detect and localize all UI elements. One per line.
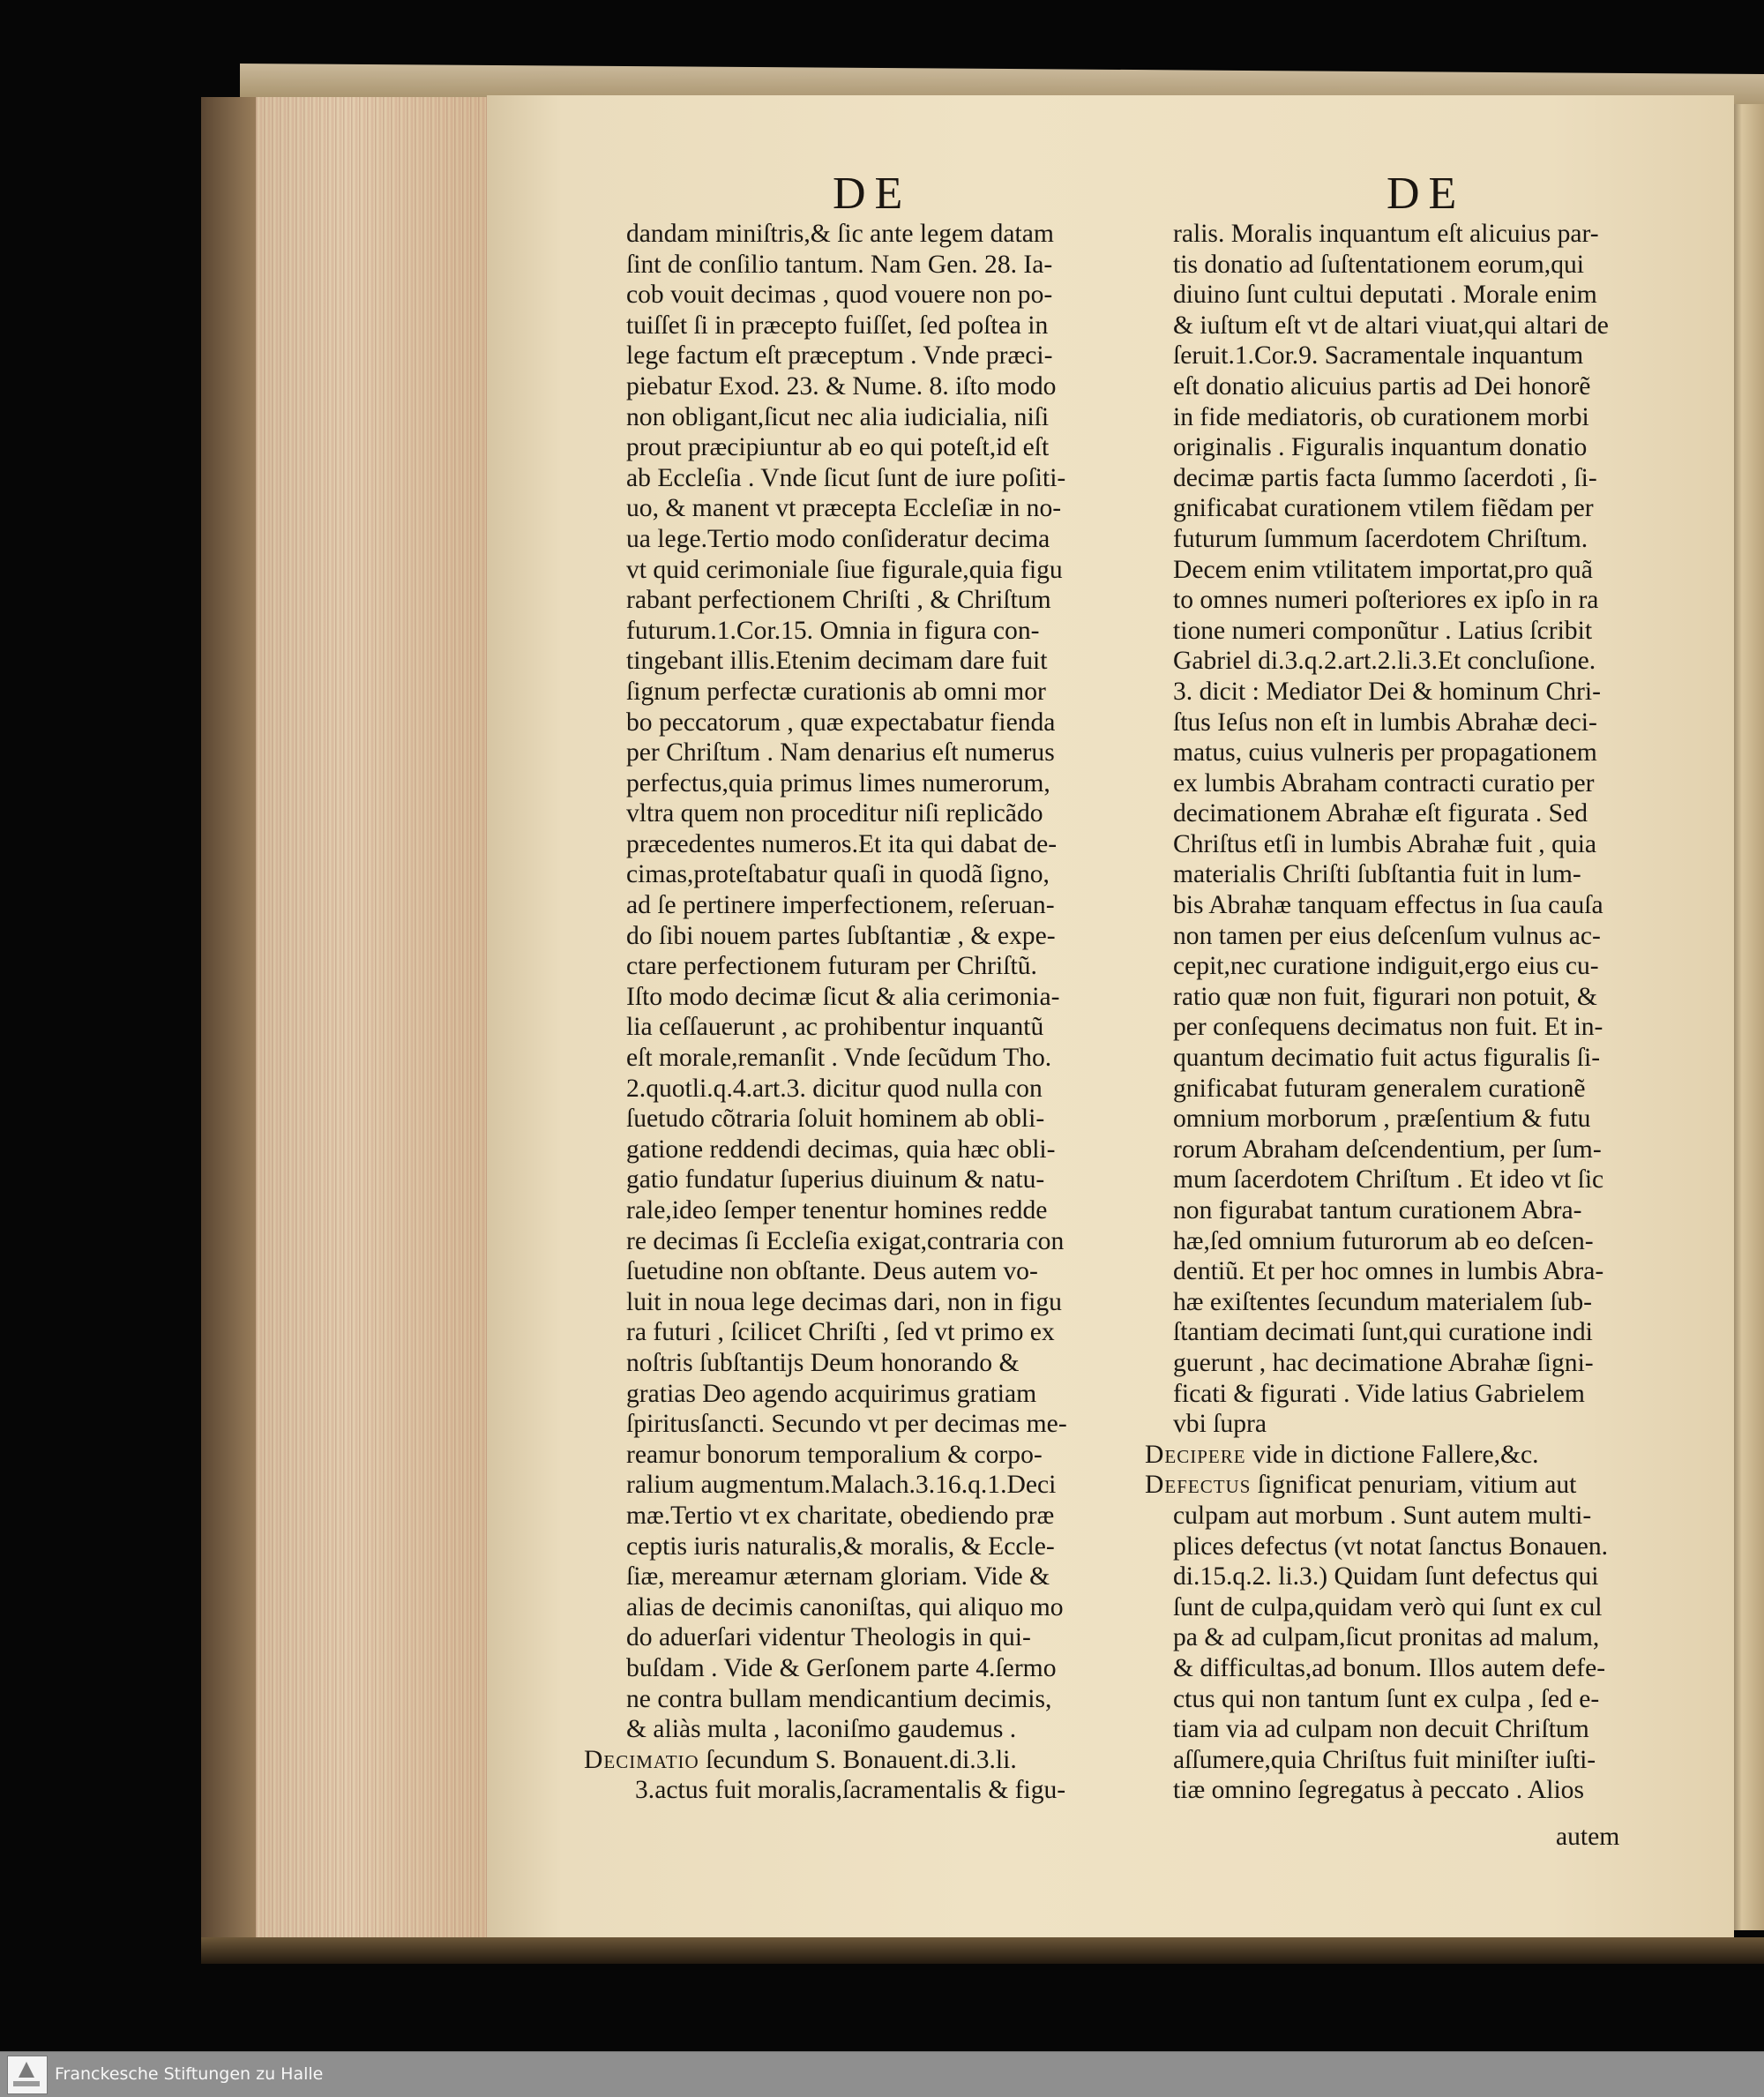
- text-line: reamur bonorum temporalium & corpo-: [626, 1440, 1043, 1469]
- text-line: omnium morborum , præſentium & futu: [1173, 1105, 1591, 1134]
- text-line: re decimas ſi Eccleſia exigat,contraria con: [626, 1226, 1065, 1255]
- text-line: prout præcipiuntur ab eo qui poteſt,id eſt: [626, 433, 1050, 462]
- text-line: futurum.1.Cor.15. Omnia in figura con-: [626, 616, 1040, 645]
- text-line: gratias Deo agendo acquirimus gratiam: [626, 1379, 1037, 1408]
- text-line: ad ſe pertinere imperfectionem, reſeruan-: [626, 891, 1055, 920]
- entry-text: ſecundum S. Bonauent.di.3.li.: [699, 1745, 1017, 1774]
- text-line: ra futuri , ſcilicet Chriſti , ſed vt primo ex: [626, 1318, 1055, 1347]
- text-line: ratio quæ non fuit, figurari non potuit, &: [1173, 982, 1597, 1011]
- text-line: vt quid cerimoniale ſiue figurale,quia figu: [626, 555, 1063, 584]
- text-line: ralium augmentum.Malach.3.16.q.1.Deci: [626, 1471, 1057, 1500]
- text-line: bo peccatorum , quæ expectabatur fienda: [626, 708, 1056, 737]
- text-line: guerunt , hac decimatione Abrahæ ſigni-: [1173, 1348, 1594, 1377]
- text-line: lege factum eſt præceptum . Vnde præci-: [626, 341, 1053, 371]
- text-line: ſpiritusſancti. Secundo vt per decimas me-: [626, 1410, 1067, 1439]
- text-line: ceptis iuris naturalis,& moralis, & Eccle-: [626, 1532, 1055, 1561]
- text-line: decimationem Abrahæ eſt figurata . Sed: [1173, 799, 1588, 828]
- text-line: tione numeri componũtur . Latius ſcribit: [1173, 616, 1593, 645]
- text-line: ſiæ, mereamur æternam gloriam. Vide &: [626, 1562, 1050, 1591]
- text-line: luit in noua lege decimas dari, non in figu: [626, 1287, 1062, 1316]
- text-line: perfectus,quia primus limes numerorum,: [626, 768, 1050, 798]
- text-line: Gabriel di.3.q.2.art.2.li.3.Et concluſione.: [1173, 647, 1596, 676]
- text-line: quantum decimatio fuit actus figuralis ſi-: [1173, 1044, 1601, 1073]
- text-line: 2.quotli.q.4.art.3. dicitur quod nulla con: [626, 1074, 1043, 1103]
- text-line: rale,ideo ſemper tenentur homines redde: [626, 1196, 1048, 1224]
- text-line: 3.actus fuit moralis,ſacramentalis & figu-: [635, 1776, 1066, 1805]
- footer-bar: [0, 2051, 1764, 2097]
- text-line: in fide mediatoris, ob curationem morbi: [1173, 402, 1589, 431]
- text-line: hæ,ſed omnium futurorum ab eo deſcen-: [1173, 1226, 1594, 1255]
- text-line: dentiũ. Et per hoc omnes in lumbis Abra-: [1173, 1257, 1604, 1286]
- text-line: culpam aut morbum . Sunt autem multi-: [1173, 1501, 1592, 1530]
- text-line: do aduerſari videntur Theologis in qui-: [626, 1623, 1031, 1652]
- text-line: non figurabat tantum curationem Abra-: [1173, 1196, 1582, 1224]
- text-line: vltra quem non proceditur niſi replicãdo: [626, 799, 1043, 828]
- text-line: Chriſtus etſi in lumbis Abrahæ fuit , quia: [1173, 829, 1597, 858]
- text-line: di.15.q.2. li.3.) Quidam ſunt defectus qui: [1173, 1562, 1599, 1591]
- text-line: buſdam . Vide & Gerſonem parte 4.ſermo: [626, 1653, 1057, 1682]
- entry-line: [584, 1745, 1067, 1776]
- entry-line: [1145, 1470, 1609, 1501]
- entry-headword: Decimatio: [584, 1745, 699, 1774]
- running-head-right: DE: [1387, 169, 1466, 219]
- text-line: Iſto modo decimæ ſicut & alia cerimonia-: [626, 982, 1060, 1011]
- text-line: rorum Abraham deſcendentium, per ſum-: [1173, 1135, 1602, 1164]
- text-line: hæ exiſtentes ſecundum materialem ſub-: [1173, 1287, 1593, 1316]
- book-bottom-edge: [201, 1937, 1764, 1964]
- text-line: tingebant illis.Etenim decimam dare fuit: [626, 647, 1048, 676]
- text-line: ſtantiam decimati ſunt,qui curatione indi: [1173, 1318, 1593, 1347]
- text-line: aſſumere,quia Chriſtus fuit miniſter iuſti-: [1173, 1745, 1596, 1774]
- text-line: ſtus Ieſus non eſt in lumbis Abrahæ deci-: [1173, 708, 1597, 737]
- text-line: ſeruit.1.Cor.9. Sacramentale inquantum: [1173, 341, 1584, 371]
- text-line: gatione reddendi decimas, quia hæc obli-: [626, 1135, 1056, 1164]
- text-line: diuino ſunt cultui deputati . Morale enim: [1173, 281, 1597, 310]
- text-line: do ſibi nouem partes ſubſtantiæ , & expe-: [626, 921, 1056, 950]
- text-line: ſuetudine non obſtante. Deus autem vo-: [626, 1257, 1038, 1286]
- text-line: ſuetudo cõtraria ſoluit hominem ab obli-: [626, 1105, 1045, 1134]
- text-line: bis Abrahæ tanquam effectus in ſua cauſa: [1173, 891, 1603, 920]
- text-line: cob vouit decimas , quod vouere non po-: [626, 281, 1053, 310]
- text-line: plices defectus (vt notat ſanctus Bonauen.: [1173, 1532, 1609, 1561]
- entry-line: [1145, 1440, 1609, 1471]
- text-line: originalis . Figuralis inquantum donatio: [1173, 433, 1588, 462]
- entry-headword: Defectus: [1145, 1471, 1252, 1500]
- text-line: noſtris ſubſtantijs Deum honorando &: [626, 1348, 1020, 1377]
- text-line: materialis Chriſti ſubſtantia fuit in lum-: [1173, 860, 1581, 889]
- text-line: uo, & manent vt præcepta Eccleſiæ in no-: [626, 494, 1062, 523]
- text-line: vbi ſupra: [1173, 1410, 1267, 1439]
- text-line: gatio fundatur ſuperius diuinum & natu-: [626, 1165, 1045, 1195]
- text-line: dandam miniſtris,& ſic ante legem datam: [626, 220, 1054, 248]
- text-line: lia ceſſauerunt , ac prohibentur inquantũ: [626, 1013, 1044, 1042]
- text-line: cepit,nec curatione indiguit,ergo eius cu-: [1173, 952, 1599, 981]
- text-line: mum ſacerdotem Chriſtum . Et ideo vt ſic: [1173, 1165, 1604, 1195]
- text-line: tiam via ad culpam non decuit Chriſtum: [1173, 1715, 1589, 1744]
- text-line: & difficultas,ad bonum. Illos autem defe-: [1173, 1653, 1606, 1682]
- text-line: ne contra bullam mendicantium decimis,: [626, 1684, 1052, 1713]
- text-line: futurum ſummum ſacerdotem Chriſtum.: [1173, 524, 1588, 553]
- text-line: ſignum perfectæ curationis ab omni mor: [626, 677, 1046, 706]
- text-line: to omnes numeri poſteriores ex ipſo in ra: [1173, 586, 1599, 615]
- text-line: ctare perfectionem futuram per Chriſtũ.: [626, 952, 1037, 981]
- text-line: per Chriſtum . Nam denarius eſt numerus: [626, 738, 1055, 768]
- text-line: decimæ partis facta ſummo ſacerdoti , ſi-: [1173, 463, 1597, 492]
- text-line: per conſequens decimatus non fuit. Et in-: [1173, 1013, 1603, 1042]
- text-line: gnificabat futuram generalem curationẽ: [1173, 1074, 1586, 1103]
- text-line: non obligant,ſicut nec alia iudicialia, niſi: [626, 402, 1050, 431]
- text-column-left: [584, 219, 1067, 1806]
- entry-text: ſignificat penuriam, vitium aut: [1251, 1471, 1577, 1500]
- text-line: ab Eccleſia . Vnde ſicut ſunt de iure poſiti-: [626, 463, 1066, 492]
- text-line: & iuſtum eſt vt de altari viuat,qui altari de: [1173, 311, 1609, 340]
- text-line: non tamen per eius deſcenſum vulnus ac-: [1173, 921, 1601, 950]
- text-line: ex lumbis Abraham contracti curatio per: [1173, 768, 1595, 798]
- text-column-right: [1145, 219, 1609, 1806]
- catchword: autem: [1556, 1823, 1620, 1851]
- page-edges: [256, 97, 489, 1941]
- text-line: pa & ad culpam,ſicut pronitas ad malum,: [1173, 1623, 1600, 1652]
- text-line: ralis. Moralis inquantum eſt alicuius par-: [1173, 220, 1599, 248]
- text-line: rabant perfectionem Chriſti , & Chriſtum: [626, 586, 1051, 615]
- entry-headword: Decipere: [1145, 1440, 1246, 1469]
- footer-credit: Franckesche Stiftungen zu Halle: [55, 2064, 324, 2084]
- text-line: matus, cuius vulneris per propagationem: [1173, 738, 1597, 768]
- text-line: gnificabat curationem vtilem fiẽdam per: [1173, 494, 1594, 523]
- text-line: ficati & figurati . Vide latius Gabrielem: [1173, 1379, 1585, 1408]
- text-line: ſunt de culpa,quidam verò qui ſunt ex cul: [1173, 1592, 1603, 1621]
- text-line: tiæ omnino ſegregatus à peccato . Alios: [1173, 1776, 1585, 1805]
- text-line: mæ.Tertio vt ex charitate, obediendo præ: [626, 1501, 1055, 1530]
- running-head-left: DE: [833, 169, 912, 219]
- text-line: eſt morale,remanſit . Vnde ſecũdum Tho.: [626, 1044, 1052, 1073]
- text-line: eſt donatio alicuius partis ad Dei honorẽ: [1173, 371, 1591, 401]
- institution-logo-icon: [7, 2056, 48, 2094]
- text-line: Decem enim vtilitatem importat,pro quã: [1173, 555, 1593, 584]
- text-line: ſint de conſilio tantum. Nam Gen. 28. Ia-: [626, 250, 1053, 279]
- text-line: alias de decimis canoniſtas, qui aliquo mo: [626, 1592, 1064, 1621]
- text-line: tuiſſet ſi in præcepto fuiſſet, ſed poſtea in: [626, 311, 1049, 340]
- text-line: præcedentes numeros.Et ita qui dabat de-: [626, 829, 1058, 858]
- text-line: piebatur Exod. 23. & Nume. 8. iſto modo: [626, 371, 1057, 401]
- entry-text: vide in dictione Fallere,&c.: [1245, 1440, 1539, 1469]
- text-line: 3. dicit : Mediator Dei & hominum Chri-: [1173, 677, 1601, 706]
- text-line: ua lege.Tertio modo conſideratur decima: [626, 524, 1050, 553]
- text-line: ctus qui non tantum ſunt ex culpa , ſed e-: [1173, 1684, 1600, 1713]
- text-line: tis donatio ad ſuſtentationem eorum,qui: [1173, 250, 1585, 279]
- text-line: cimas,proteſtabatur quaſi in quodã ſigno,: [626, 860, 1050, 889]
- text-line: & aliàs multa , laconiſmo gaudemus .: [626, 1715, 1017, 1744]
